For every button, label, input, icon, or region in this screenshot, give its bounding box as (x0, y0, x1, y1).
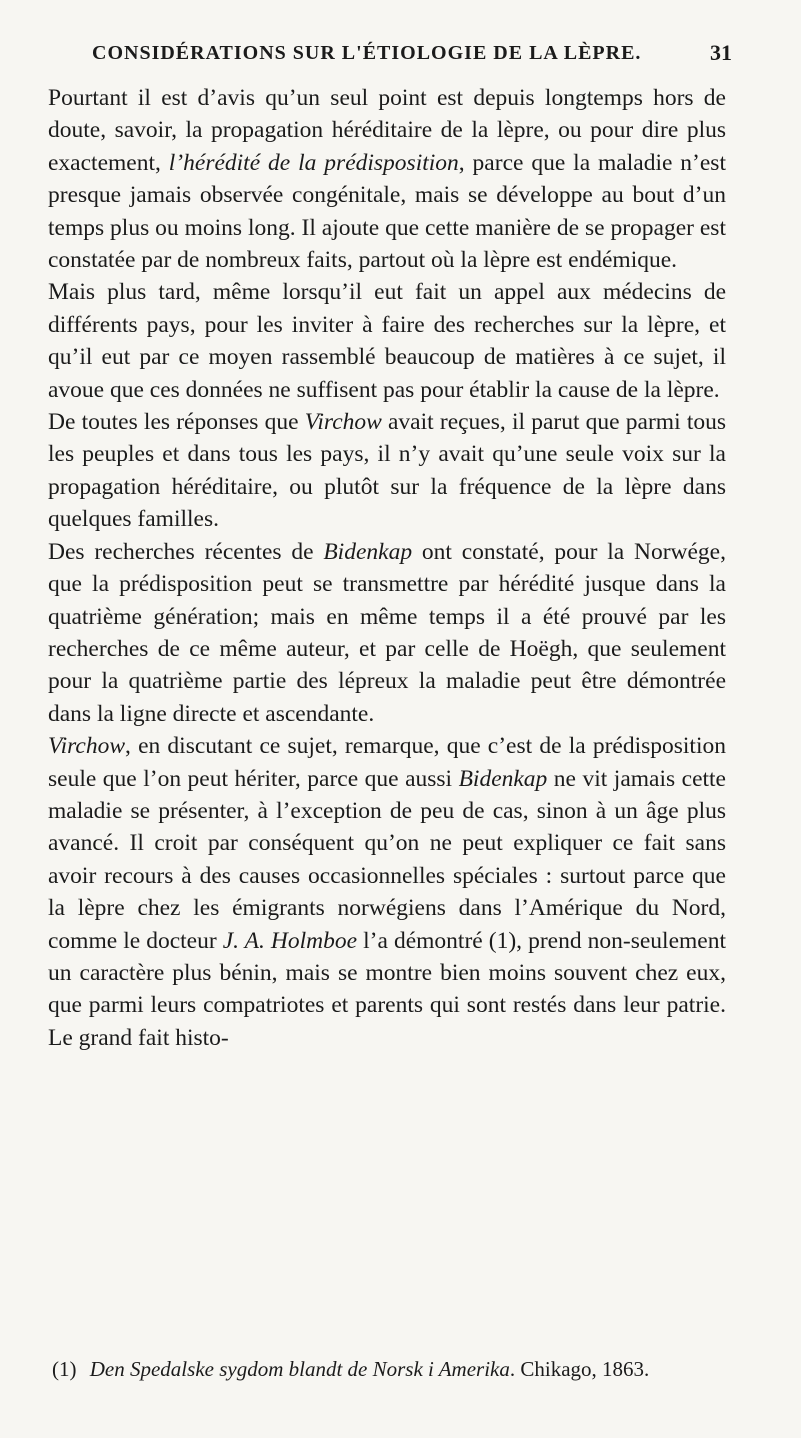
italic-text: Bidenkap (323, 538, 413, 565)
paragraph-text: ont constaté, pour la Norwége, que la prédisposition peut se transmettre par hérédité jusque dans la quatrième génération; mais en même temps il a été prouvé par les recherches de ce même auteur, et par celle de Hoëgh, que seulement pour la quatrième partie des lépreux la maladie peut être démontrée dans la ligne directe et ascendante. (48, 538, 726, 727)
paragraph-text: avait reçues, il parut que parmi tous les peuples et dans tous les pays, il n’y avait qu’une seule voix sur la propagation héréditaire, ou plutôt sur la fréquence de la lèpre dans quelques familles. (48, 409, 726, 533)
paragraph (48, 406, 726, 536)
paragraph-text: Mais plus tard, même lorsqu’il eut fait un appel aux médecins de différents pays, pour les inviter à faire des recherches sur la lèpre, et qu’il eut par ce moyen rassemblé beaucoup de matières à ce sujet, il avoue que ces données ne suffisent pas pour établir la cause de la lèpre. (48, 279, 726, 403)
footnote-title: Den Spedalske sygdom blandt de Norsk i Amerika (89, 1357, 510, 1381)
body-text (48, 82, 726, 1054)
paragraph-text: Pourtant il est d’avis qu’un seul point est depuis longtemps hors de doute, savoir, la propagation héréditaire de la lèpre, ou pour dire plus exactement, (48, 85, 726, 176)
paragraph-text: , parce que la maladie n’est presque jamais observée congénitale, mais se développe au bout d’un temps plus ou moins long. Il ajoute que cette manière de se propager est constatée par de nombreux faits, partout où la lèpre est endémique. (48, 149, 726, 274)
page-number: 31 (710, 40, 732, 65)
italic-text: J. A. Holmboe (222, 927, 358, 954)
paragraph-text: ne vit jamais cette maladie se présenter, à l’exception de peu de cas, sinon à un âge plus avancé. Il croit par conséquent qu’on ne peut expliquer ce fait sans avoir recours à des causes occasionnelles spéciales : surtout parce que la lèpre chez les émigrants norwégiens dans l’Amérique du Nord, comme le docteur (48, 765, 726, 954)
paragraph (48, 536, 726, 730)
italic-text: Virchow (304, 409, 382, 436)
footnote (52, 1354, 742, 1384)
italic-text: Virchow (48, 733, 126, 760)
paragraph-text: Des recherches récentes de (48, 538, 324, 565)
footnote-marker: (1) (52, 1357, 77, 1381)
paragraph-text: l’a démontré (1), prend non-seulement un caractère plus bénin, mais se montre bien moins souvent chez eux, que parmi leurs compatriotes et parents qui sont restés dans leur patrie. Le grand fait histo- (48, 927, 726, 1051)
paragraph-text: , en discutant ce sujet, remarque, que c’est de la prédisposition seule que l’on peut hériter, parce que aussi (48, 733, 726, 792)
paragraph (48, 730, 726, 1054)
paragraph (48, 82, 726, 276)
running-head: CONSIDÉRATIONS SUR L'ÉTIOLOGIE DE LA LÈPRE. (92, 42, 642, 64)
footnote-rest: . Chikago, 1863. (509, 1357, 650, 1381)
italic-text: Bidenkap (458, 765, 548, 792)
page-header (92, 42, 732, 72)
paragraph (48, 276, 726, 406)
paragraph-text: De toutes les réponses que (48, 409, 305, 436)
italic-text: l’hérédité de la prédisposition (168, 149, 459, 176)
